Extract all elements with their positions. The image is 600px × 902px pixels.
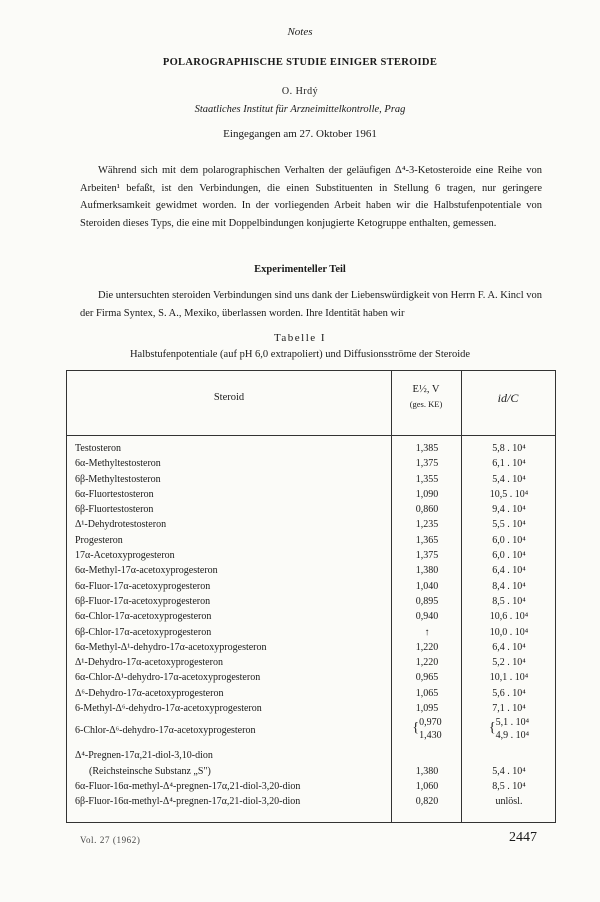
volume-footer: Vol. 27 (1962) (80, 835, 141, 845)
table-row (67, 794, 555, 809)
table-caption: Halbstufenpotentiale (auf pH 6,0 extrapoliert) und Diffusionsströme der Steroide (129, 349, 471, 360)
potential-value: ↑ (424, 626, 430, 638)
affiliation: Staatliches Institut für Arzneimittelkontrolle, Prag (194, 104, 406, 115)
table-row (67, 640, 555, 655)
header-divider (67, 435, 555, 436)
header-steroid: Steroid (213, 392, 245, 403)
potential-value: 1,385 (415, 443, 439, 454)
steroid-name: 6α-Fluortestosteron (75, 488, 154, 500)
header-e-main: E½, V (412, 384, 440, 395)
intro-paragraph (80, 162, 542, 232)
current-value: 5,4 . 10⁴ (492, 765, 526, 777)
current-value: 6,4 . 10⁴ (492, 641, 526, 653)
current-value: 9,4 . 10⁴ (492, 504, 526, 516)
potential-value: 1,090 (415, 488, 439, 500)
current-value: 8,5 . 10⁴ (492, 780, 526, 792)
potential-value: 1,375 (415, 550, 439, 562)
potential-value: 1,235 (415, 519, 439, 531)
steroid-name: 6α-Methyl-17α-acetoxyprogesteron (75, 565, 218, 577)
potential-value: 0,965 (415, 672, 439, 684)
table-row (67, 487, 555, 502)
table-body (67, 441, 555, 810)
steroid-name: 6β-Fluor-16α-methyl-Δ⁴-pregnen-17α,21-diol-3,20-dion (75, 796, 301, 808)
current-value-1: 5,1 . 10⁴ (495, 717, 530, 729)
table-row (67, 748, 555, 763)
current-value-2: 4,9 . 10⁴ (495, 730, 530, 742)
steroid-name: Δ⁴-Pregnen-17α,21-diol-3,10-dion (75, 750, 213, 762)
potential-value: 1,355 (415, 473, 439, 485)
received-date: Eingegangen am 27. Oktober 1961 (223, 128, 377, 140)
table-row (67, 579, 555, 594)
running-head: Notes (287, 26, 313, 38)
steroid-name: 6β-Fluor-17α-acetoxyprogesteron (75, 595, 211, 607)
current-value: 5,6 . 10⁴ (492, 687, 526, 699)
table-row (67, 548, 555, 563)
header-e-sub: (ges. KE) (409, 399, 443, 409)
steroid-name: 6-Methyl-Δ⁶-dehydro-17α-acetoxyprogesteron (75, 703, 262, 715)
steroid-name: 6β-Fluortestosteron (75, 504, 154, 516)
potential-value-1: 0,970 (419, 717, 442, 729)
table-row (67, 716, 555, 745)
table-row (67, 533, 555, 548)
steroid-table (66, 370, 556, 823)
steroid-name: 17α-Acetoxyprogesteron (75, 550, 175, 562)
header-half-wave-potential (391, 383, 461, 412)
table-row (67, 764, 555, 779)
current-value: 6,1 . 10⁴ (492, 458, 526, 470)
steroid-name: 6α-Chlor-Δ¹-dehydro-17α-acetoxyprogesteron (75, 672, 261, 684)
table-row (67, 472, 555, 487)
current-value: 8,5 . 10⁴ (492, 595, 526, 607)
table-row (67, 670, 555, 685)
potential-value: 1,065 (415, 687, 439, 699)
potential-value: 0,940 (415, 611, 439, 623)
current-value: unlösl. (495, 796, 523, 808)
current-value: 5,4 . 10⁴ (492, 473, 526, 485)
potential-value: 1,380 (415, 765, 439, 777)
potential-value: 1,380 (415, 565, 439, 577)
potential-value: 1,365 (415, 534, 439, 546)
potential-value: 1,220 (415, 641, 439, 653)
steroid-name: 6α-Chlor-17α-acetoxyprogesteron (75, 611, 212, 623)
current-value: 7,1 . 10⁴ (492, 703, 526, 715)
current-value: 8,4 . 10⁴ (492, 580, 526, 592)
experimental-paragraph (80, 287, 542, 322)
current-value: {5,1 . 10⁴ 4,9 . 10⁴ (488, 717, 530, 742)
potential-value: 0,860 (415, 504, 439, 516)
potential-value: 1,095 (415, 703, 439, 715)
table-row (67, 655, 555, 670)
current-value: 5,8 . 10⁴ (492, 443, 526, 454)
potential-value: {0,970 1,430 (412, 717, 442, 742)
current-value: 10,6 . 10⁴ (489, 611, 529, 623)
paragraph-text: Die untersuchten steroiden Verbindungen sind uns dank der Liebenswürdigkeit von Herrn F. A. Kincl von der Firma Syntex, S. A., Mexiko, überlassen worden. Ihre Identität haben wir (80, 290, 542, 319)
current-value: 5,2 . 10⁴ (492, 657, 526, 669)
potential-value: 1,375 (415, 458, 439, 470)
table-row (67, 686, 555, 701)
table-row (67, 456, 555, 471)
table-row (67, 701, 555, 716)
potential-value: 1,060 (415, 780, 439, 792)
current-value: 10,5 . 10⁴ (489, 488, 529, 500)
current-value: 10,1 . 10⁴ (489, 672, 529, 684)
potential-value: 0,820 (415, 796, 439, 808)
steroid-name: 6α-Fluor-16α-methyl-Δ⁴-pregnen-17α,21-diol-3,20-dion (75, 780, 301, 792)
steroid-name: 6β-Methyltestosteron (75, 473, 161, 485)
table-row (67, 441, 555, 456)
current-value: 5,5 . 10⁴ (492, 519, 526, 531)
current-value: 6,0 . 10⁴ (492, 550, 526, 562)
steroid-name: 6α-Fluor-17α-acetoxyprogesteron (75, 580, 211, 592)
steroid-name: Testosteron (75, 443, 121, 454)
steroid-name: 6β-Chlor-17α-acetoxyprogesteron (75, 626, 212, 638)
table-row (67, 625, 555, 640)
steroid-name: Progesteron (75, 534, 123, 546)
current-value: 6,4 . 10⁴ (492, 565, 526, 577)
section-heading: Experimenteller Teil (254, 264, 346, 275)
page-number: 2447 (509, 830, 537, 845)
steroid-name-continued: (Reichsteinsche Substanz „S") (89, 765, 211, 777)
current-value: 6,0 . 10⁴ (492, 534, 526, 546)
table-row (67, 517, 555, 532)
author: O. Hrdý (281, 86, 319, 97)
steroid-name: 6α-Methyl-Δ¹-dehydro-17α-acetoxyprogesteron (75, 641, 267, 653)
article-title: POLAROGRAPHISCHE STUDIE EINIGER STEROIDE (162, 57, 438, 68)
steroid-name: 6-Chlor-Δ⁶-dehydro-17α-acetoxyprogesteron (75, 725, 256, 737)
steroid-name: Δ⁶-Dehydro-17α-acetoxyprogesteron (75, 687, 224, 699)
current-value: 10,0 . 10⁴ (489, 626, 529, 638)
potential-value: 1,040 (415, 580, 439, 592)
table-row (67, 779, 555, 794)
steroid-name: Δ¹-Dehydro-17α-acetoxyprogesteron (75, 657, 223, 669)
table-title: Tabelle I (273, 332, 327, 344)
potential-value: 0,895 (415, 595, 439, 607)
table-row (67, 594, 555, 609)
steroid-name: Δ¹-Dehydrotestosteron (75, 519, 167, 531)
table-row (67, 563, 555, 578)
paragraph-text: Während sich mit dem polarographischen Verhalten der geläufigen Δ⁴-3-Ketosteroide eine Reihe von Arbeiten¹ befaßt, ist den Verbindungen, die einen Substituenten in Stellung 6 tragen, nur geringere Aufmerksamkeit gewidmet worden. In der vorliegenden Arbeit haben wir die Halbstufenpotentiale von Steroiden dieses Typs, die eine mit Doppelbindungen konjugierte Ketogruppe enthalten, gemessen. (80, 165, 542, 229)
table-row (67, 609, 555, 624)
steroid-name: 6α-Methyltestosteron (75, 458, 161, 470)
table-row (67, 502, 555, 517)
header-diffusion-current: id/C (497, 391, 519, 405)
potential-value: 1,220 (415, 657, 439, 669)
potential-value-2: 1,430 (419, 730, 442, 742)
